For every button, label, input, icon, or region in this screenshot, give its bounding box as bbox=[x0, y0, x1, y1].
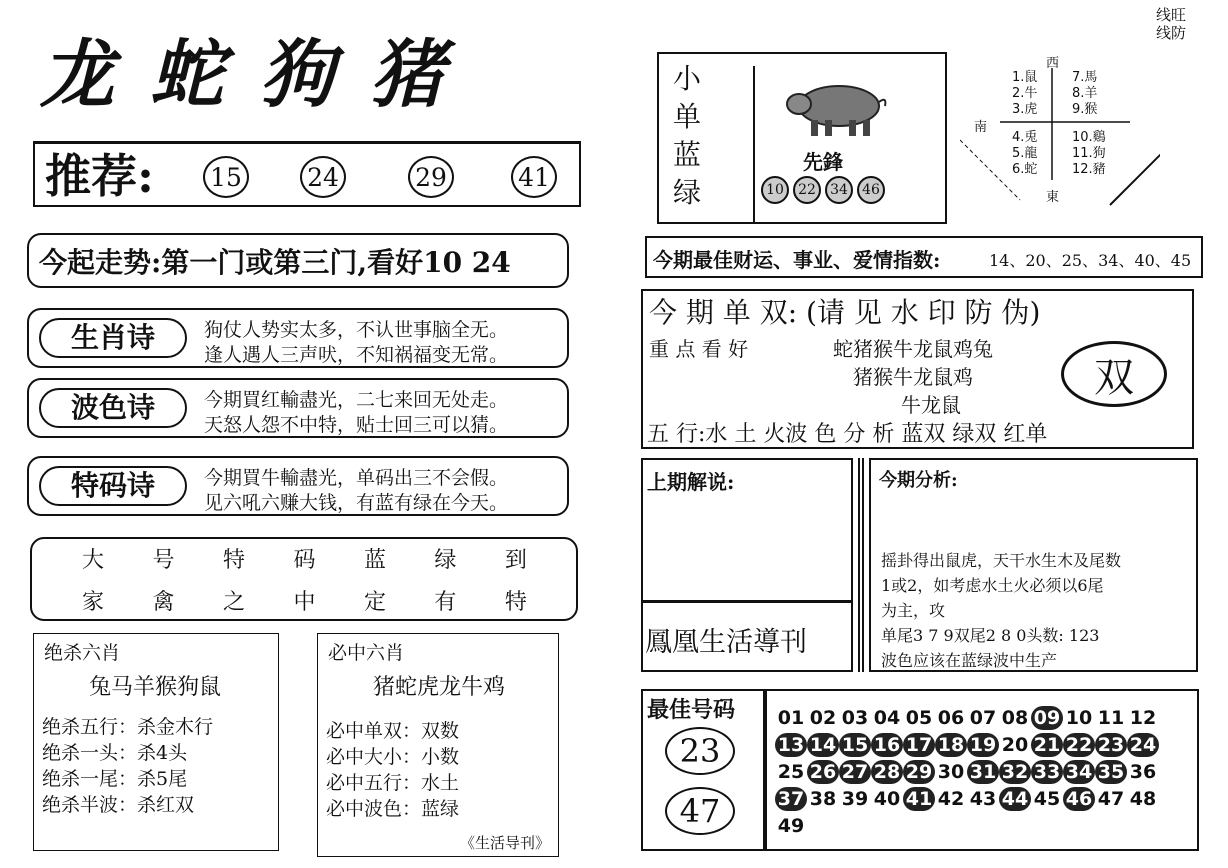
zodiac-left bbox=[1012, 130, 1037, 178]
grid-number: 14 bbox=[807, 733, 839, 757]
zodiac-item: 10.鷄 bbox=[1072, 130, 1106, 145]
divider bbox=[858, 458, 864, 672]
compass-lines bbox=[960, 50, 1160, 210]
trend-box bbox=[27, 233, 569, 288]
recommend-number: 41 bbox=[511, 156, 557, 198]
grid-number: 05 bbox=[905, 707, 933, 729]
zodiac-item: 11.狗 bbox=[1072, 146, 1106, 161]
analysis-box bbox=[869, 458, 1198, 672]
grid-number: 38 bbox=[809, 788, 837, 810]
top-note bbox=[1146, 6, 1186, 42]
grid-number: 20 bbox=[1001, 734, 1029, 756]
focus-line: 猪猴牛龙鼠鸡 bbox=[853, 365, 973, 389]
slogan-char: 之 bbox=[222, 590, 245, 615]
vertical-char: 蓝 bbox=[673, 138, 702, 171]
best-number: 23 bbox=[665, 727, 735, 775]
poem-line: 今期買红輸盡光，二七来回无处走。 bbox=[204, 389, 509, 411]
answer-badge: 双 bbox=[1061, 341, 1167, 407]
zodiac-item: 6.蛇 bbox=[1012, 162, 1038, 177]
zodiac-item: 9.猴 bbox=[1072, 102, 1098, 117]
grid-number: 09 bbox=[1031, 706, 1063, 730]
kill-box bbox=[33, 633, 279, 851]
grid-number: 03 bbox=[841, 707, 869, 729]
grid-number: 08 bbox=[1001, 707, 1029, 729]
recommend-number: 29 bbox=[408, 156, 454, 198]
recommend-number: 24 bbox=[300, 156, 346, 198]
zodiac-item: 4.兎 bbox=[1012, 130, 1038, 145]
grid-number: 42 bbox=[937, 788, 965, 810]
grid-number: 04 bbox=[873, 707, 901, 729]
focus-line: 蛇猪猴牛龙鼠鸡兔 bbox=[833, 337, 993, 361]
grid-rows bbox=[775, 705, 1159, 840]
poem-line: 见六吼六赚大钱，有蓝有绿在今天。 bbox=[204, 492, 509, 514]
grid-row bbox=[775, 705, 1159, 732]
analysis-text bbox=[881, 548, 1121, 673]
top-note-line: 线旺 bbox=[1155, 6, 1186, 24]
poem-line: 逢人遇人三声吠，不知祸福变无常。 bbox=[204, 344, 509, 366]
grid-number: 28 bbox=[871, 760, 903, 784]
focus-line: 牛龙鼠 bbox=[901, 393, 961, 417]
recommend-box bbox=[33, 141, 581, 207]
zodiac-left bbox=[1012, 70, 1037, 118]
pig-number: 46 bbox=[857, 176, 885, 204]
zodiac-item: 8.羊 bbox=[1072, 86, 1098, 101]
kill-title: 绝杀六肖 bbox=[44, 642, 121, 664]
analysis-label: 今期分析: bbox=[879, 470, 958, 491]
grid-number: 44 bbox=[999, 787, 1031, 811]
grid-number: 10 bbox=[1065, 707, 1093, 729]
slogan-char: 禽 bbox=[152, 590, 175, 615]
grid-number: 26 bbox=[807, 760, 839, 784]
last-period-label: 上期解说: bbox=[647, 470, 735, 494]
focus-label: 重 点 看 好 bbox=[649, 337, 749, 361]
grid-number: 23 bbox=[1095, 733, 1127, 757]
must-line: 必中五行：水土 bbox=[326, 772, 460, 794]
analysis-line: 摇卦得出鼠虎，天干水生木及尾数 bbox=[881, 551, 1122, 570]
poem-line: 今期買牛輸盡光，单码出三不会假。 bbox=[204, 467, 509, 489]
grid-number: 45 bbox=[1033, 788, 1061, 810]
grid-number: 12 bbox=[1129, 707, 1157, 729]
slogan-char: 中 bbox=[293, 590, 316, 615]
zodiac-item: 12.豬 bbox=[1072, 162, 1106, 177]
must-line: 必中大小：小数 bbox=[326, 746, 460, 768]
grid-number: 27 bbox=[839, 760, 871, 784]
poem-tag: 特码诗 bbox=[39, 466, 187, 506]
grid-number: 02 bbox=[809, 707, 837, 729]
slogan-char: 大 bbox=[82, 548, 105, 573]
grid-number: 41 bbox=[903, 787, 935, 811]
must-box bbox=[317, 633, 559, 857]
grid-number: 39 bbox=[841, 788, 869, 810]
grid-number: 31 bbox=[967, 760, 999, 784]
analysis-line: 波色应该在蓝绿波中生产 bbox=[881, 651, 1058, 670]
compass-diagram bbox=[960, 50, 1160, 210]
color-poem bbox=[27, 378, 569, 438]
wuxing-line: 五 行:水 土 火波 色 分 析 蓝双 绿双 红单 bbox=[647, 422, 1048, 447]
analysis-line: 单尾3 7 9双尾2 8 0头数: 123 bbox=[881, 626, 1100, 645]
zodiac-poem bbox=[27, 308, 569, 368]
slogan-char: 家 bbox=[82, 590, 105, 615]
zodiac-right bbox=[1072, 70, 1097, 118]
direction-west: 西 bbox=[1046, 56, 1060, 71]
grid-number: 11 bbox=[1097, 707, 1125, 729]
zodiac-item: 5.龍 bbox=[1012, 146, 1038, 161]
pig-number: 34 bbox=[825, 176, 853, 204]
grid-row bbox=[775, 759, 1159, 786]
grid-number: 22 bbox=[1063, 733, 1095, 757]
zodiac-item: 3.虎 bbox=[1012, 102, 1038, 117]
slogan-char: 定 bbox=[363, 590, 386, 615]
poem-line: 天怒人怨不中特，贴士回三可以猜。 bbox=[204, 414, 509, 436]
grid-number: 34 bbox=[1063, 760, 1095, 784]
grid-number: 18 bbox=[935, 733, 967, 757]
grid-number: 36 bbox=[1129, 761, 1157, 783]
grid-row bbox=[775, 786, 1159, 813]
slogan-char: 号 bbox=[152, 548, 175, 573]
number-grid bbox=[765, 689, 1199, 851]
poem-line: 狗仗人势实太多，不认世事脑全无。 bbox=[204, 319, 509, 341]
index-box bbox=[645, 236, 1203, 278]
last-period-box bbox=[641, 458, 853, 672]
single-double-box bbox=[641, 289, 1194, 449]
grid-row bbox=[775, 813, 1159, 840]
single-double-title: 今 期 单 双: (请 见 水 印 防 伪) bbox=[649, 296, 1041, 329]
slogan-char: 绿 bbox=[434, 548, 457, 573]
pig-number: 22 bbox=[793, 176, 821, 204]
grid-number: 07 bbox=[969, 707, 997, 729]
must-line: 必中单双：双数 bbox=[326, 720, 460, 742]
grid-number: 25 bbox=[777, 761, 805, 783]
index-values: 14、20、25、34、40、45 bbox=[989, 251, 1192, 270]
vertical-text bbox=[673, 60, 713, 212]
grid-number: 21 bbox=[1031, 733, 1063, 757]
zodiac-item: 2.牛 bbox=[1012, 86, 1038, 101]
kill-line: 绝杀半波：杀红双 bbox=[42, 794, 195, 816]
pig-panel bbox=[753, 66, 945, 222]
slogan-char: 到 bbox=[504, 548, 527, 573]
grid-number: 35 bbox=[1095, 760, 1127, 784]
grid-number: 16 bbox=[871, 733, 903, 757]
slogan-char: 码 bbox=[293, 548, 316, 573]
grid-number: 29 bbox=[903, 760, 935, 784]
grid-number: 13 bbox=[775, 733, 807, 757]
must-zodiacs: 猪蛇虎龙牛鸡 bbox=[373, 675, 506, 700]
brand-label: 鳳凰生活導刊 bbox=[645, 627, 807, 658]
source-label: 《生活导刊》 bbox=[460, 834, 551, 852]
recommend-number: 15 bbox=[203, 156, 249, 198]
zodiac-right bbox=[1072, 130, 1106, 178]
pig-number: 10 bbox=[761, 176, 789, 204]
slogan-box bbox=[30, 537, 578, 621]
page-title: 龙蛇狗猪 bbox=[40, 32, 480, 118]
vertical-char: 小 bbox=[673, 62, 702, 95]
index-label: 今期最佳财运、事业、爱情指数: bbox=[653, 248, 941, 272]
grid-number: 24 bbox=[1127, 733, 1159, 757]
grid-number: 15 bbox=[839, 733, 871, 757]
kill-zodiacs: 兔马羊猴狗鼠 bbox=[89, 675, 222, 700]
pig-label: 先鋒 bbox=[803, 150, 843, 174]
grid-row bbox=[775, 732, 1159, 759]
grid-number: 49 bbox=[777, 815, 805, 837]
pig-icon bbox=[781, 74, 891, 142]
vertical-char: 绿 bbox=[673, 176, 702, 209]
grid-number: 32 bbox=[999, 760, 1031, 784]
analysis-line: 1或2，如考虑水土火必须以6尾 bbox=[881, 576, 1104, 595]
slogan-char: 蓝 bbox=[363, 548, 386, 573]
top-note-line: 线防 bbox=[1155, 24, 1186, 42]
pig-numbers bbox=[761, 176, 885, 204]
trend-text: 今起走势:第一门或第三门,看好10 24 bbox=[39, 246, 511, 279]
grid-number: 19 bbox=[967, 733, 999, 757]
analysis-line: 为主，攻 bbox=[881, 601, 946, 620]
grid-number: 06 bbox=[937, 707, 965, 729]
special-code-poem bbox=[27, 456, 569, 516]
slogan-char: 有 bbox=[434, 590, 457, 615]
slogan-char: 特 bbox=[504, 590, 527, 615]
best-label: 最佳号码 bbox=[647, 697, 736, 723]
zodiac-item: 1.鼠 bbox=[1012, 70, 1038, 85]
must-title: 必中六肖 bbox=[328, 642, 405, 664]
grid-number: 30 bbox=[937, 761, 965, 783]
kill-line: 绝杀一头：杀4头 bbox=[42, 742, 188, 764]
kill-line: 绝杀一尾：杀5尾 bbox=[42, 768, 188, 790]
poem-tag: 生肖诗 bbox=[39, 318, 187, 358]
recommend-label: 推荐: bbox=[45, 149, 154, 203]
grid-number: 43 bbox=[969, 788, 997, 810]
direction-east: 東 bbox=[1046, 190, 1060, 205]
zodiac-item: 7.馬 bbox=[1072, 70, 1098, 85]
grid-number: 33 bbox=[1031, 760, 1063, 784]
grid-number: 40 bbox=[873, 788, 901, 810]
grid-number: 37 bbox=[775, 787, 807, 811]
grid-number: 17 bbox=[903, 733, 935, 757]
grid-number: 48 bbox=[1129, 788, 1157, 810]
slogan-char: 特 bbox=[222, 548, 245, 573]
grid-number: 47 bbox=[1097, 788, 1125, 810]
direction-south: 南 bbox=[974, 120, 988, 135]
grid-number: 01 bbox=[777, 707, 805, 729]
best-numbers-box bbox=[641, 689, 765, 851]
kill-line: 绝杀五行：杀金木行 bbox=[42, 716, 214, 738]
best-number: 47 bbox=[665, 787, 735, 835]
poem-tag: 波色诗 bbox=[39, 388, 187, 428]
grid-number: 46 bbox=[1063, 787, 1095, 811]
must-line: 必中波色：蓝绿 bbox=[326, 798, 460, 820]
vertical-char: 单 bbox=[673, 100, 702, 133]
